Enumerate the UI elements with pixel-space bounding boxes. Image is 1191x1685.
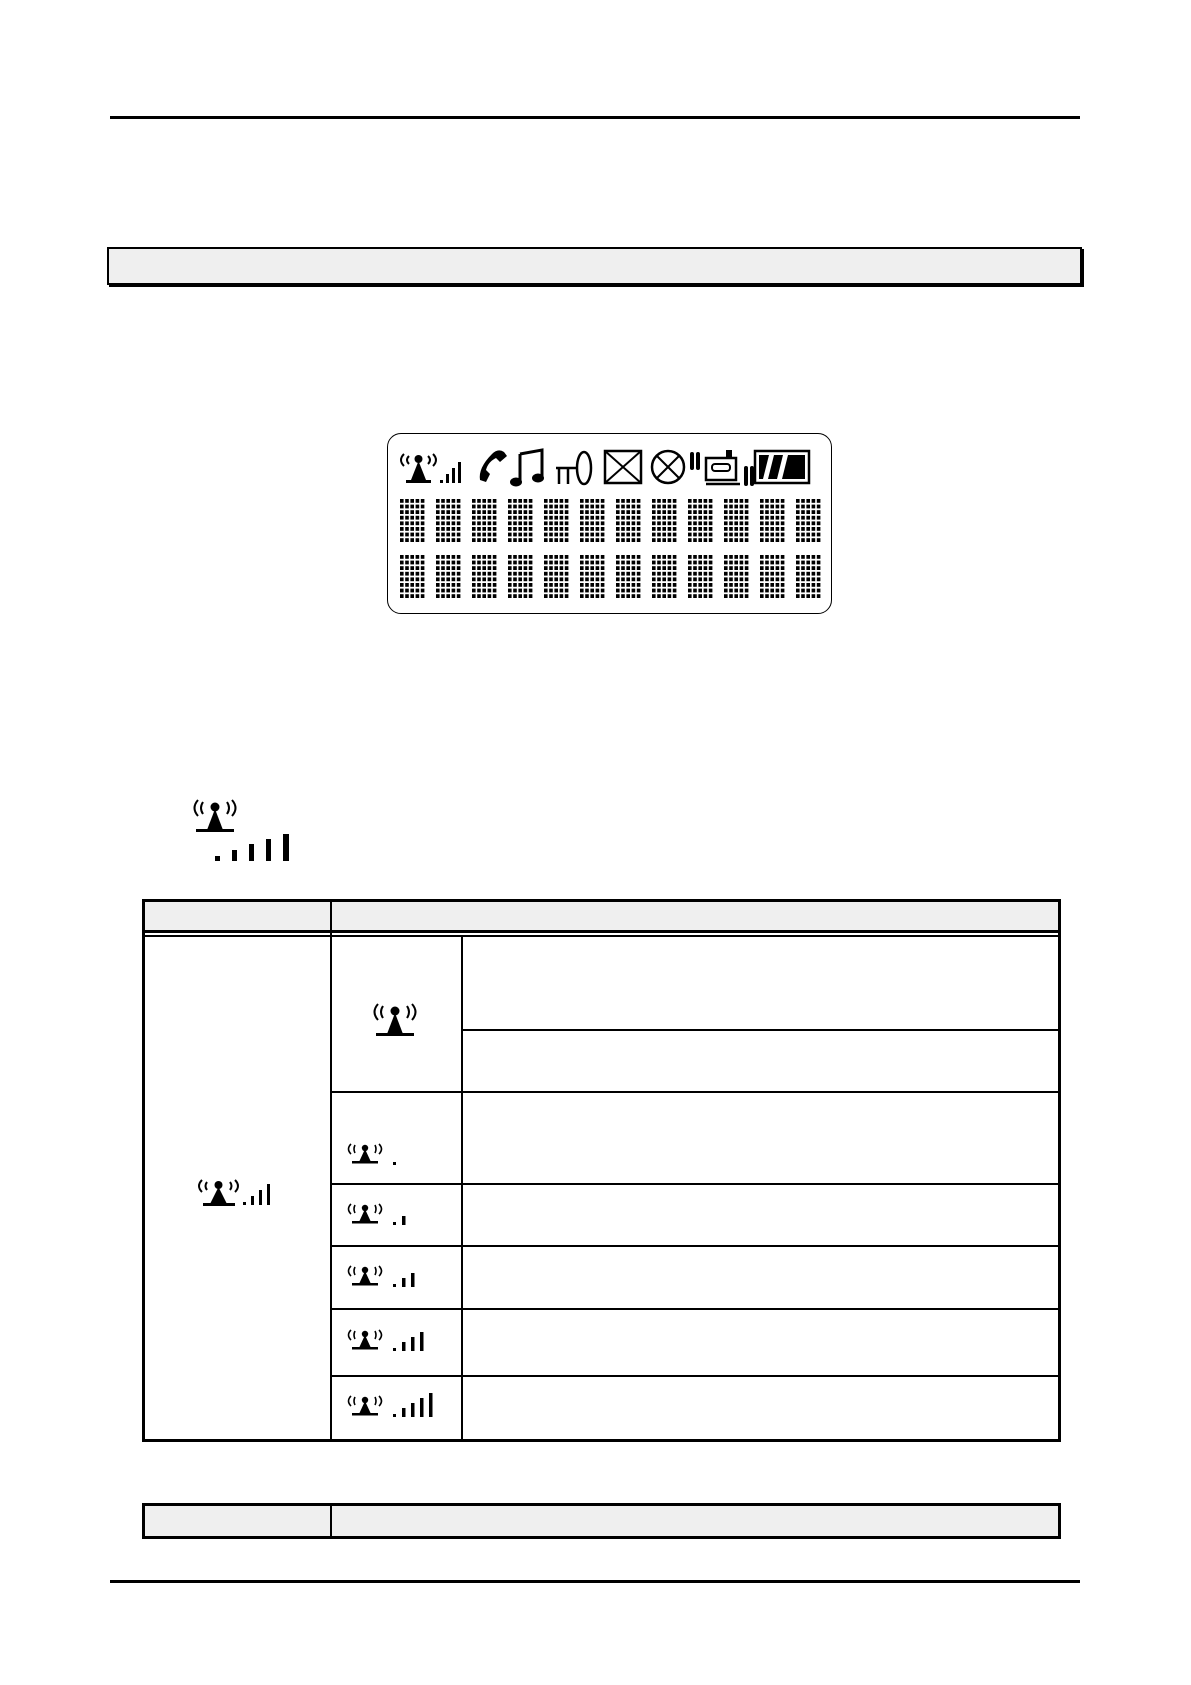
signal-bar xyxy=(411,1273,415,1287)
signal-bar xyxy=(393,1348,396,1351)
signal-level-3-icon xyxy=(345,1260,445,1290)
antenna-icon xyxy=(401,454,436,483)
lcd-char-cell xyxy=(616,555,640,598)
signal-bar xyxy=(411,1403,415,1417)
signal-bars-icon xyxy=(440,462,461,483)
bottom-rule xyxy=(110,1580,1080,1583)
signal-bars-icon xyxy=(214,834,296,864)
section-heading-bar xyxy=(107,247,1082,285)
signal-level-5-icon xyxy=(345,1390,445,1420)
table-header xyxy=(145,1506,1058,1536)
mute-icon xyxy=(652,451,700,483)
signal-bar xyxy=(402,1408,406,1417)
lcd-char-cell xyxy=(472,499,496,542)
signal-bar xyxy=(402,1278,406,1287)
lcd-char-cell xyxy=(436,499,460,542)
signal-bar xyxy=(429,1393,433,1417)
lcd-char-cell xyxy=(724,555,748,598)
lcd-char-cell xyxy=(400,555,424,598)
signal-level-1-icon xyxy=(345,1138,445,1168)
signal-bar xyxy=(402,1216,406,1225)
lcd-char-cell xyxy=(544,499,568,542)
signal-level-2-icon xyxy=(345,1198,445,1228)
table-header xyxy=(145,902,1058,933)
signal-bar xyxy=(420,1332,424,1351)
lcd-char-cell xyxy=(508,499,532,542)
lcd-char-cell xyxy=(508,555,532,598)
lcd-char-cell xyxy=(652,499,676,542)
key-icon xyxy=(556,452,591,484)
signal-bar xyxy=(420,1398,424,1417)
antenna-signal-icon xyxy=(195,1174,283,1208)
lcd-char-cell xyxy=(580,499,604,542)
lcd-char-cell xyxy=(436,555,460,598)
lcd-char-cell xyxy=(652,555,676,598)
lcd-char-cell xyxy=(760,555,784,598)
phone-handset-icon xyxy=(480,450,507,482)
battery-icon xyxy=(755,451,809,483)
music-note-icon xyxy=(510,450,544,487)
antenna-icon xyxy=(370,1000,422,1038)
signal-bar xyxy=(393,1414,396,1417)
signal-bar xyxy=(393,1162,396,1165)
lcd-char-cell xyxy=(544,555,568,598)
lcd-char-cell xyxy=(796,499,820,542)
lcd-char-cell xyxy=(580,555,604,598)
lcd-char-cell xyxy=(724,499,748,542)
next-table xyxy=(142,1503,1061,1539)
lcd-char-cell xyxy=(400,499,424,542)
signal-bar xyxy=(411,1337,415,1351)
lcd-char-cell xyxy=(472,555,496,598)
signal-strength-table xyxy=(142,899,1061,1442)
antenna-icon xyxy=(190,796,242,834)
lcd-char-cell xyxy=(796,555,820,598)
lcd-char-cell xyxy=(688,499,712,542)
signal-bar xyxy=(393,1284,396,1287)
envelope-icon xyxy=(605,451,641,483)
lcd-character-matrix xyxy=(400,499,820,598)
lcd-char-cell xyxy=(760,499,784,542)
signal-bar xyxy=(402,1342,406,1351)
signal-level-4-icon xyxy=(345,1324,445,1354)
lcd-char-cell xyxy=(616,499,640,542)
top-rule xyxy=(110,116,1080,119)
lcd-display xyxy=(387,433,832,614)
signal-bar xyxy=(393,1222,396,1225)
lcd-char-cell xyxy=(688,555,712,598)
charger-icon xyxy=(706,450,754,486)
